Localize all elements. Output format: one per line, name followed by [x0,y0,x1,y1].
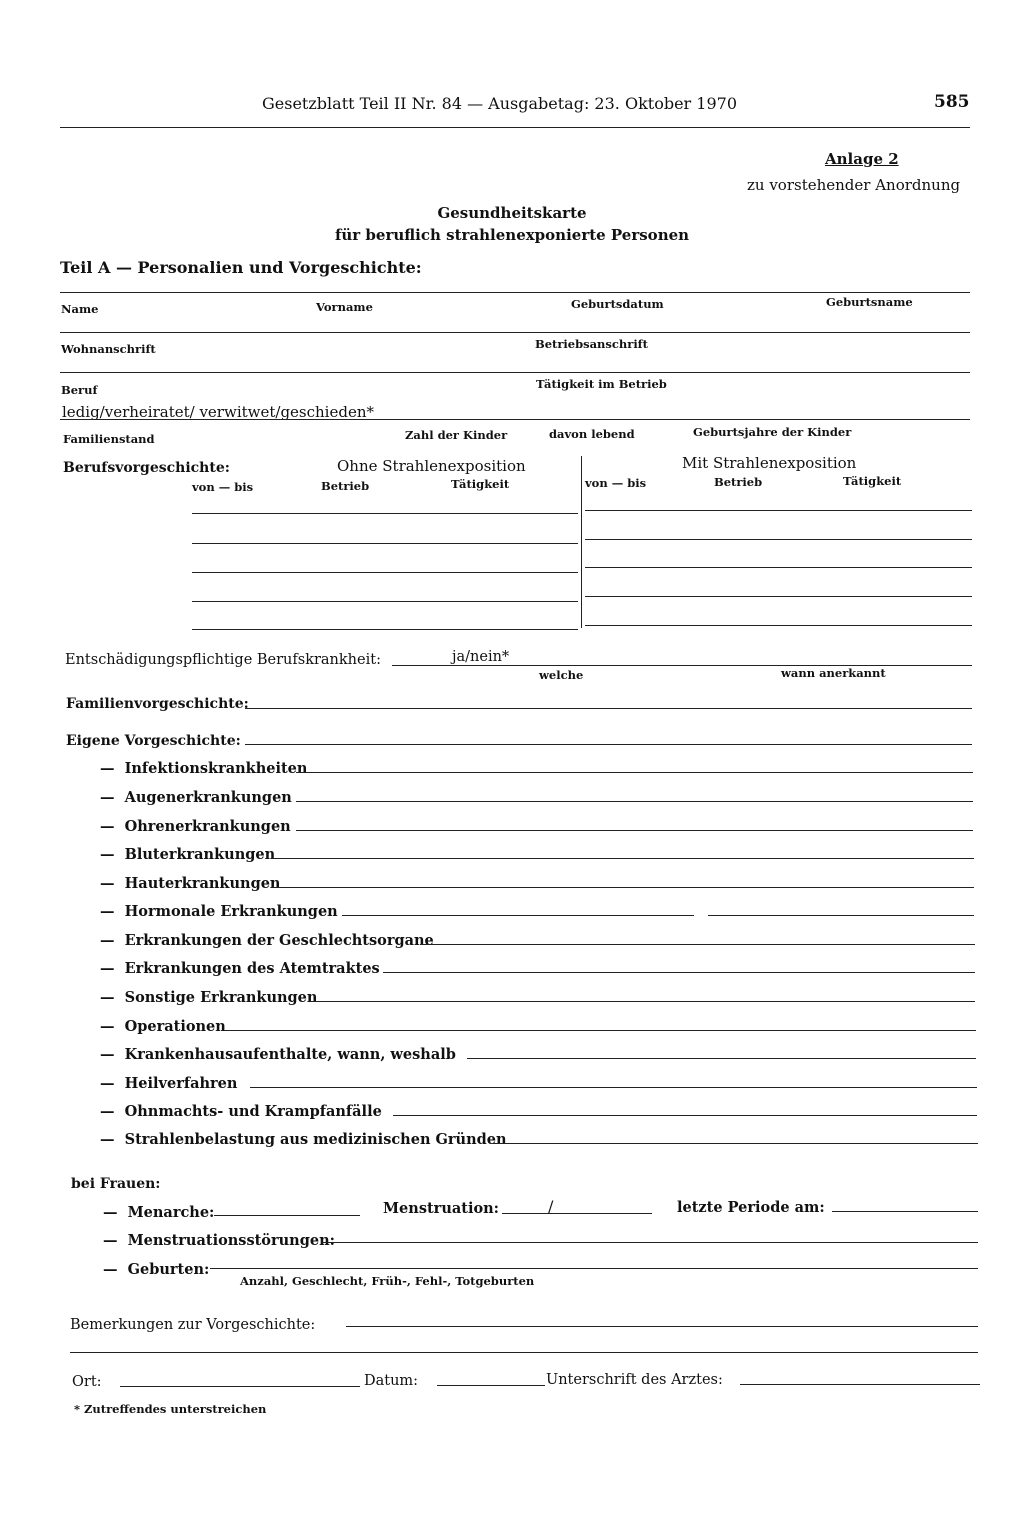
label-welche: welche [539,668,584,682]
row-line-right [585,625,972,626]
list-item: — Sonstige Erkrankungen [100,989,318,1006]
item-line [272,887,974,888]
part-a-heading: Teil A — Personalien und Vorgeschichte: [60,258,422,277]
list-item: — Ohnmachts- und Krampfanfälle [100,1103,382,1120]
header-rule [60,127,970,128]
label-vorname: Vorname [316,300,373,314]
label-beruf: Beruf [61,383,98,397]
label-name: Name [61,302,99,316]
line-familienstand [60,419,970,420]
line-eigene-vorgeschichte [245,744,972,745]
line-letzte-periode [832,1211,978,1212]
item-line [296,772,973,773]
row-line-right [585,510,972,511]
item-ohnmachts-krampfanfaelle: Ohnmachts- und Krampfanfälle [124,1103,382,1120]
berufskrankheit-label: Entschädigungspflichtige Berufskrankheit: [65,652,381,668]
line-menstruation [502,1213,652,1214]
item-sonstige-erkrankungen: Sonstige Erkrankungen [124,989,318,1006]
list-item: — Strahlenbelastung aus medizinischen Gründen [100,1131,507,1148]
list-item: — Menstruationsstörungen: [103,1232,335,1249]
menstruation-separator: / [548,1197,554,1216]
annex-title: Anlage 2 [825,150,899,168]
line-name [60,292,970,293]
label-wann-anerkannt: wann anerkannt [781,666,886,680]
list-item: — Hauterkrankungen [100,875,281,892]
item-heilverfahren: Heilverfahren [124,1075,238,1092]
label-betriebsanschrift: Betriebsanschrift [535,337,648,351]
item-erkrankungen-atemtraktes: Erkrankungen des Atemtraktes [124,960,380,977]
list-item: — Erkrankungen der Geschlechtsorgane [100,932,434,949]
frauen-label: bei Frauen: [71,1176,161,1192]
line-familienvorgeschichte [245,708,972,709]
item-line [250,1087,977,1088]
geburten-hint: Anzahl, Geschlecht, Früh-, Fehl-, Totgeburten [240,1274,535,1288]
line-beruf [60,372,970,373]
line-datum [437,1385,545,1386]
col-taetigkeit-left: Tätigkeit [451,477,510,491]
line-wohnanschrift [60,332,970,333]
row-line-left [192,629,578,630]
mit-strahlen-heading: Mit Strahlenexposition [682,454,857,472]
label-datum: Datum: [364,1373,419,1389]
row-line-left [192,601,578,602]
label-zahl-kinder: Zahl der Kinder [405,428,508,442]
item-strahlenbelastung: Strahlenbelastung aus medizinischen Gründen [124,1131,507,1148]
familienvorgeschichte-label: Familienvorgeschichte: [66,696,249,712]
item-ohrenerkrankungen: Ohrenerkrankungen [124,818,291,835]
line-geburten [210,1268,978,1269]
item-erkrankungen-geschlechtsorgane: Erkrankungen der Geschlechtsorgane [124,932,434,949]
label-unterschrift: Unterschrift des Arztes: [546,1372,723,1388]
label-ort: Ort: [72,1374,102,1390]
label-geburtsjahre: Geburtsjahre der Kinder [693,425,852,439]
ohne-strahlen-heading: Ohne Strahlenexposition [337,457,526,475]
item-infektionskrankheiten: Infektionskrankheiten [124,760,308,777]
list-item: — Bluterkrankungen [100,846,276,863]
item-line [296,801,973,802]
item-hauterkrankungen: Hauterkrankungen [124,875,281,892]
item-line [708,915,974,916]
list-item: — Operationen [100,1018,226,1035]
list-item: — Infektionskrankheiten [100,760,308,777]
col-von-bis-right: von — bis [585,476,647,490]
list-item: — Menarche: [103,1204,215,1221]
line-ort [120,1386,360,1387]
row-line-right [585,567,972,568]
gazette-header: Gesetzblatt Teil II Nr. 84 — Ausgabetag: 23. Oktober 1970 [262,94,737,113]
list-item: — Hormonale Erkrankungen [100,903,338,920]
label-menstruation: Menstruation: [383,1200,500,1217]
item-line [383,972,975,973]
item-krankenhausaufenthalte: Krankenhausaufenthalte, wann, weshalb [124,1046,456,1063]
item-hormonale-erkrankungen: Hormonale Erkrankungen [124,903,338,920]
eigene-vorgeschichte-label: Eigene Vorgeschichte: [66,733,241,749]
item-line [342,915,694,916]
col-taetigkeit-right: Tätigkeit [843,474,902,488]
list-item: — Heilverfahren [100,1075,238,1092]
row-line-left [192,572,578,573]
line-bemerkungen-2 [70,1352,978,1353]
berufskrankheit-value: ja/nein* [452,649,510,665]
row-line-right [585,539,972,540]
row-line-left [192,543,578,544]
label-geburtsname: Geburtsname [826,295,913,309]
item-line [493,1143,978,1144]
line-unterschrift [740,1384,980,1385]
label-wohnanschrift: Wohnanschrift [61,342,156,356]
label-geburtsdatum: Geburtsdatum [571,297,664,311]
col-betrieb-left: Betrieb [321,479,370,493]
item-line [310,1001,975,1002]
page-number: 585 [934,92,970,112]
row-line-right [585,596,972,597]
item-line [420,944,975,945]
item-line [296,830,973,831]
list-item: — Geburten: [103,1261,210,1278]
label-familienstand: Familienstand [63,432,155,446]
footnote: * Zutreffendes unterstreichen [74,1402,267,1416]
label-geburten: Geburten: [127,1261,210,1278]
item-augenerkrankungen: Augenerkrankungen [124,789,292,806]
item-operationen: Operationen [124,1018,226,1035]
document-subtitle: für beruflich strahlenexponierte Personen [334,226,690,244]
document-title: Gesundheitskarte [437,204,587,222]
list-item: — Augenerkrankungen [100,789,292,806]
label-davon-lebend: davon lebend [549,427,635,441]
item-line [272,858,974,859]
berufsvorgeschichte-label: Berufsvorgeschichte: [63,460,230,476]
label-menarche: Menarche: [127,1204,215,1221]
item-line [393,1115,977,1116]
list-item: — Erkrankungen des Atemtraktes [100,960,380,977]
line-menstruationsstoerungen [322,1242,978,1243]
line-menarche [214,1215,360,1216]
col-von-bis-left: von — bis [192,480,254,494]
item-line [224,1030,976,1031]
label-letzte-periode: letzte Periode am: [677,1199,825,1216]
label-taetigkeit-im-betrieb: Tätigkeit im Betrieb [536,377,667,391]
bemerkungen-label: Bemerkungen zur Vorgeschichte: [70,1317,316,1333]
annex-subtitle: zu vorstehender Anordnung [747,176,961,194]
list-item: — Ohrenerkrankungen [100,818,291,835]
list-item: — Krankenhausaufenthalte, wann, weshalb [100,1046,456,1063]
item-line [467,1058,976,1059]
col-betrieb-right: Betrieb [714,475,763,489]
familienstand-options: ledig/verheiratet/ verwitwet/geschieden* [62,403,374,421]
column-divider [581,456,582,628]
row-line-left [192,513,578,514]
label-menstruationsstoerungen: Menstruationsstörungen: [127,1232,335,1249]
item-bluterkrankungen: Bluterkrankungen [124,846,276,863]
line-bemerkungen [346,1326,978,1327]
